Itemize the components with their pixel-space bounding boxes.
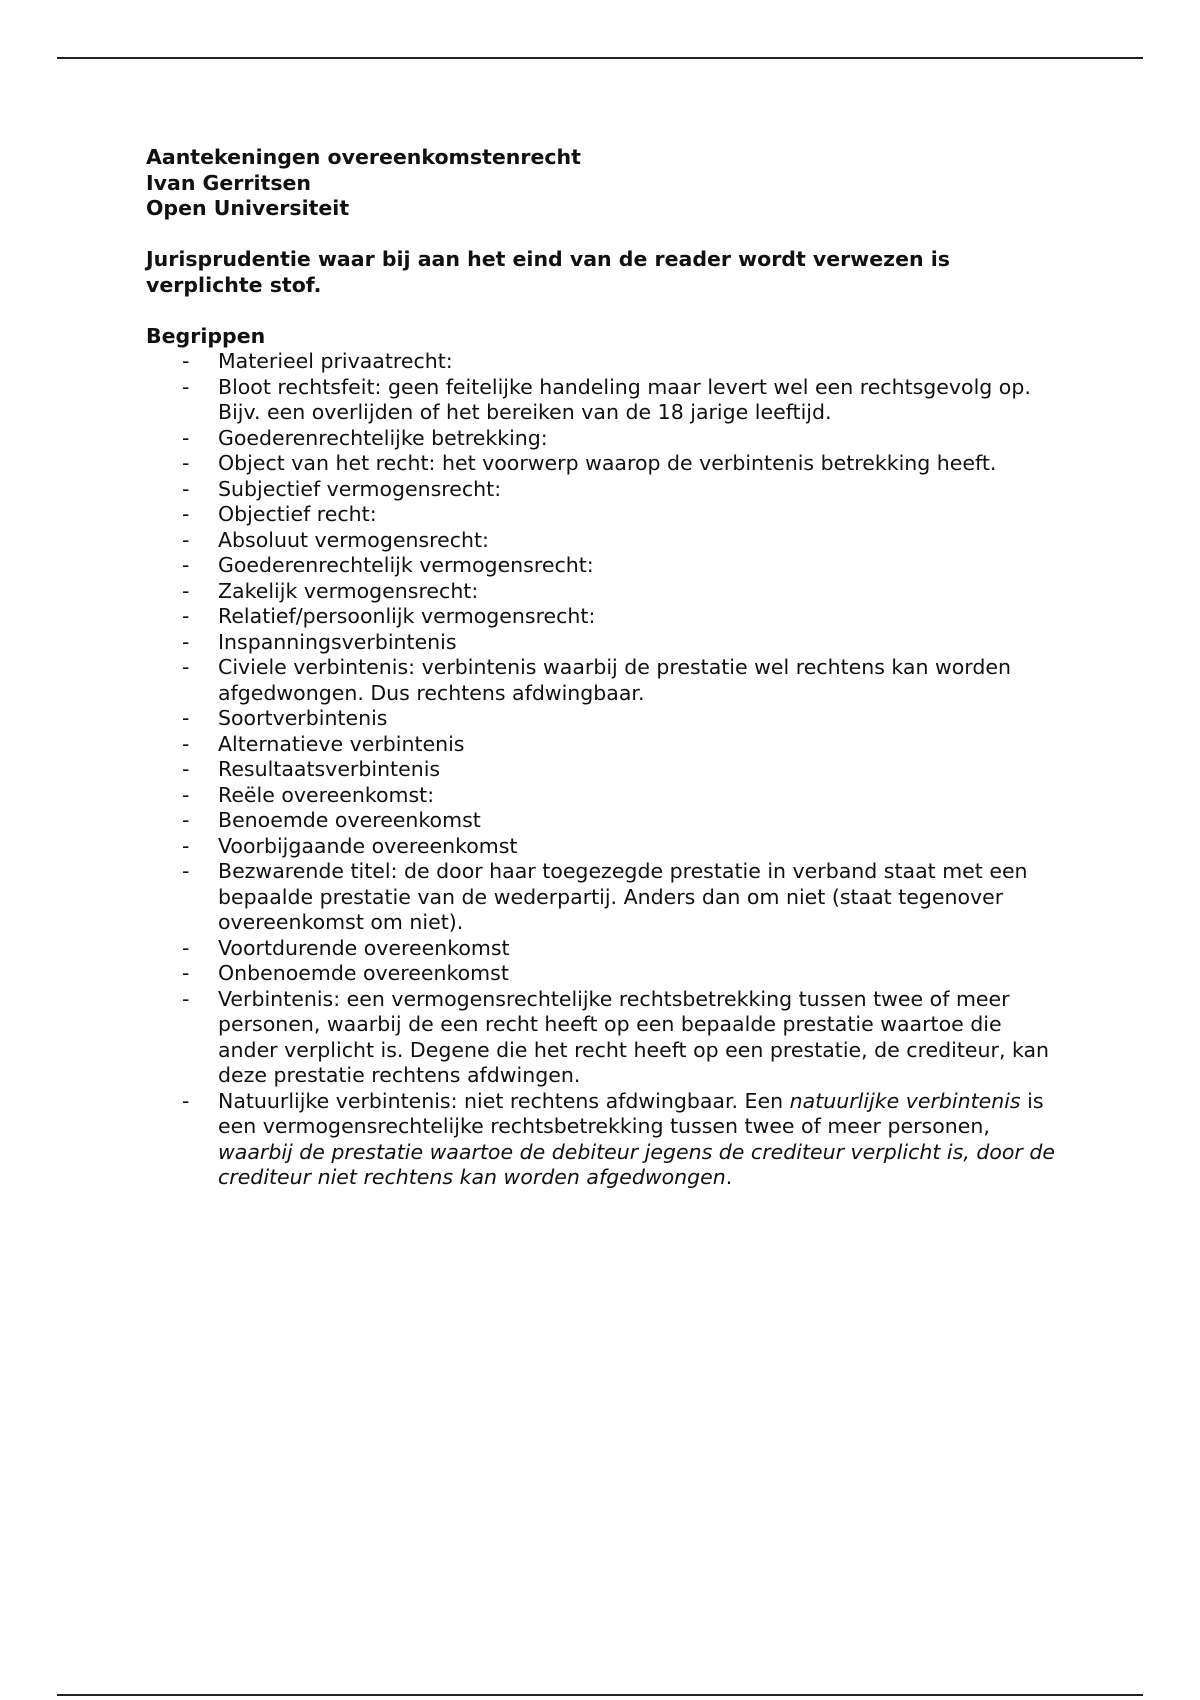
list-item xyxy=(146,451,1056,477)
section-title: Begrippen xyxy=(146,323,266,348)
list-item xyxy=(146,553,1056,579)
list-item xyxy=(146,732,1056,758)
document-institution: Open Universiteit xyxy=(146,196,350,220)
list-item-text: Goederenrechtelijk vermogensrecht: xyxy=(218,553,594,577)
bullet-dash: - xyxy=(182,374,190,399)
list-item xyxy=(146,655,1056,706)
list-item-text: Materieel privaatrecht: xyxy=(218,349,453,373)
list-item xyxy=(146,987,1056,1089)
list-item-text: Alternatieve verbintenis xyxy=(218,731,465,756)
bullet-dash: - xyxy=(182,859,190,883)
list-item xyxy=(146,961,1056,987)
bullet-dash: - xyxy=(182,502,190,526)
list-item-text: Voortdurende overeenkomst xyxy=(218,935,510,960)
text-run: is een vermogensrechtelijke rechtsbetrekking tussen twee of meer personen, xyxy=(218,1088,1044,1138)
document-header xyxy=(146,145,1056,222)
list-item-text: Civiele verbintenis: verbintenis waarbij de prestatie wel rechtens kan worden afgedwongen. Dus rechtens afdwingbaar. xyxy=(218,655,1011,705)
bullet-dash: - xyxy=(182,782,190,807)
list-item-text: Zakelijk vermogensrecht: xyxy=(218,578,479,603)
list-item-text: Verbintenis: een vermogensrechtelijke rechtsbetrekking tussen twee of meer personen, waarbij de een recht heeft op een bepaalde prestatie waartoe die ander verplicht is. Degene die het recht heeft op een prestatie, de crediteur, kan deze prestatie rechtens afdwingen. xyxy=(218,986,1050,1087)
bullet-dash: - xyxy=(182,604,190,628)
bullet-dash: - xyxy=(182,731,190,756)
text-run: Natuurlijke verbintenis: niet rechtens afdwingbaar. Een xyxy=(218,1088,790,1113)
bullet-dash: - xyxy=(182,808,190,832)
list-item-text: Subjectief vermogensrecht: xyxy=(218,476,502,501)
list-item-text: Voorbijgaande overeenkomst xyxy=(218,833,518,858)
list-item xyxy=(146,502,1056,528)
notice-text: Jurisprudentie waar bij aan het eind van de reader wordt verwezen is verplichte stof. xyxy=(146,247,950,297)
list-item-text: Benoemde overeenkomst xyxy=(218,808,481,832)
list-item-text: Resultaatsverbintenis xyxy=(218,757,441,781)
list-item xyxy=(146,426,1056,452)
list-item xyxy=(146,604,1056,630)
list-item-text: Goederenrechtelijke betrekking: xyxy=(218,425,548,450)
bullet-dash: - xyxy=(182,553,190,577)
list-item-text: Bezwarende titel: de door haar toegezegde prestatie in verband staat met een bepaalde prestatie van de wederpartij. Anders dan om niet (staat tegenover overeenkomst om niet). xyxy=(218,859,1028,934)
list-item xyxy=(146,477,1056,503)
bullet-dash: - xyxy=(182,425,190,450)
list-item-text: Objectief recht: xyxy=(218,502,377,526)
bullet-dash: - xyxy=(182,1088,190,1113)
list-item xyxy=(146,808,1056,834)
bullet-dash: - xyxy=(182,961,190,985)
list-item xyxy=(146,859,1056,936)
list-item xyxy=(146,630,1056,656)
bullet-dash: - xyxy=(182,833,190,858)
bullet-dash: - xyxy=(182,757,190,781)
list-item-text: Object van het recht: het voorwerp waarop de verbintenis betrekking heeft. xyxy=(218,451,997,475)
bottom-rule xyxy=(57,1694,1143,1696)
bullet-dash: - xyxy=(182,578,190,603)
list-item-text: Reële overeenkomst: xyxy=(218,782,435,807)
bullet-dash: - xyxy=(182,451,190,475)
bullet-dash: - xyxy=(182,655,190,679)
bullet-dash: - xyxy=(182,527,190,552)
list-item xyxy=(146,528,1056,554)
terms-list xyxy=(146,349,1056,1191)
list-item xyxy=(146,375,1056,426)
list-item xyxy=(146,349,1056,375)
bullet-dash: - xyxy=(182,986,190,1011)
italic-text-run: natuurlijke verbintenis xyxy=(789,1088,1021,1113)
list-item xyxy=(146,783,1056,809)
list-item xyxy=(146,1089,1056,1191)
list-item-text: Bloot rechtsfeit: geen feitelijke handeling maar levert wel een rechtsgevolg op. Bijv. een overlijden of het bereiken van de 18 jarige leeftijd. xyxy=(218,374,1031,424)
list-item-text: Relatief/persoonlijk vermogensrecht: xyxy=(218,604,596,628)
bullet-dash: - xyxy=(182,935,190,960)
list-item-text: Absoluut vermogensrecht: xyxy=(218,527,489,552)
italic-text-run: waarbij de prestatie waartoe de debiteur jegens de crediteur verplicht is, door de crediteur niet rechtens kan worden afgedwongen xyxy=(218,1139,1056,1189)
document-body xyxy=(146,145,1056,1191)
list-item xyxy=(146,579,1056,605)
text-run: . xyxy=(725,1165,733,1189)
list-item-text xyxy=(218,1089,1055,1190)
list-item xyxy=(146,834,1056,860)
list-item-text: Onbenoemde overeenkomst xyxy=(218,961,509,985)
list-item xyxy=(146,757,1056,783)
bullet-dash: - xyxy=(182,349,190,373)
document-title: Aantekeningen overeenkomstenrecht xyxy=(146,145,581,169)
list-item-text: Inspanningsverbintenis xyxy=(218,629,457,654)
list-item xyxy=(146,936,1056,962)
bullet-dash: - xyxy=(182,476,190,501)
list-item xyxy=(146,706,1056,732)
bullet-dash: - xyxy=(182,706,190,730)
bullet-dash: - xyxy=(182,629,190,654)
top-rule xyxy=(57,57,1143,59)
document-author: Ivan Gerritsen xyxy=(146,170,312,195)
list-item-text: Soortverbintenis xyxy=(218,706,388,730)
